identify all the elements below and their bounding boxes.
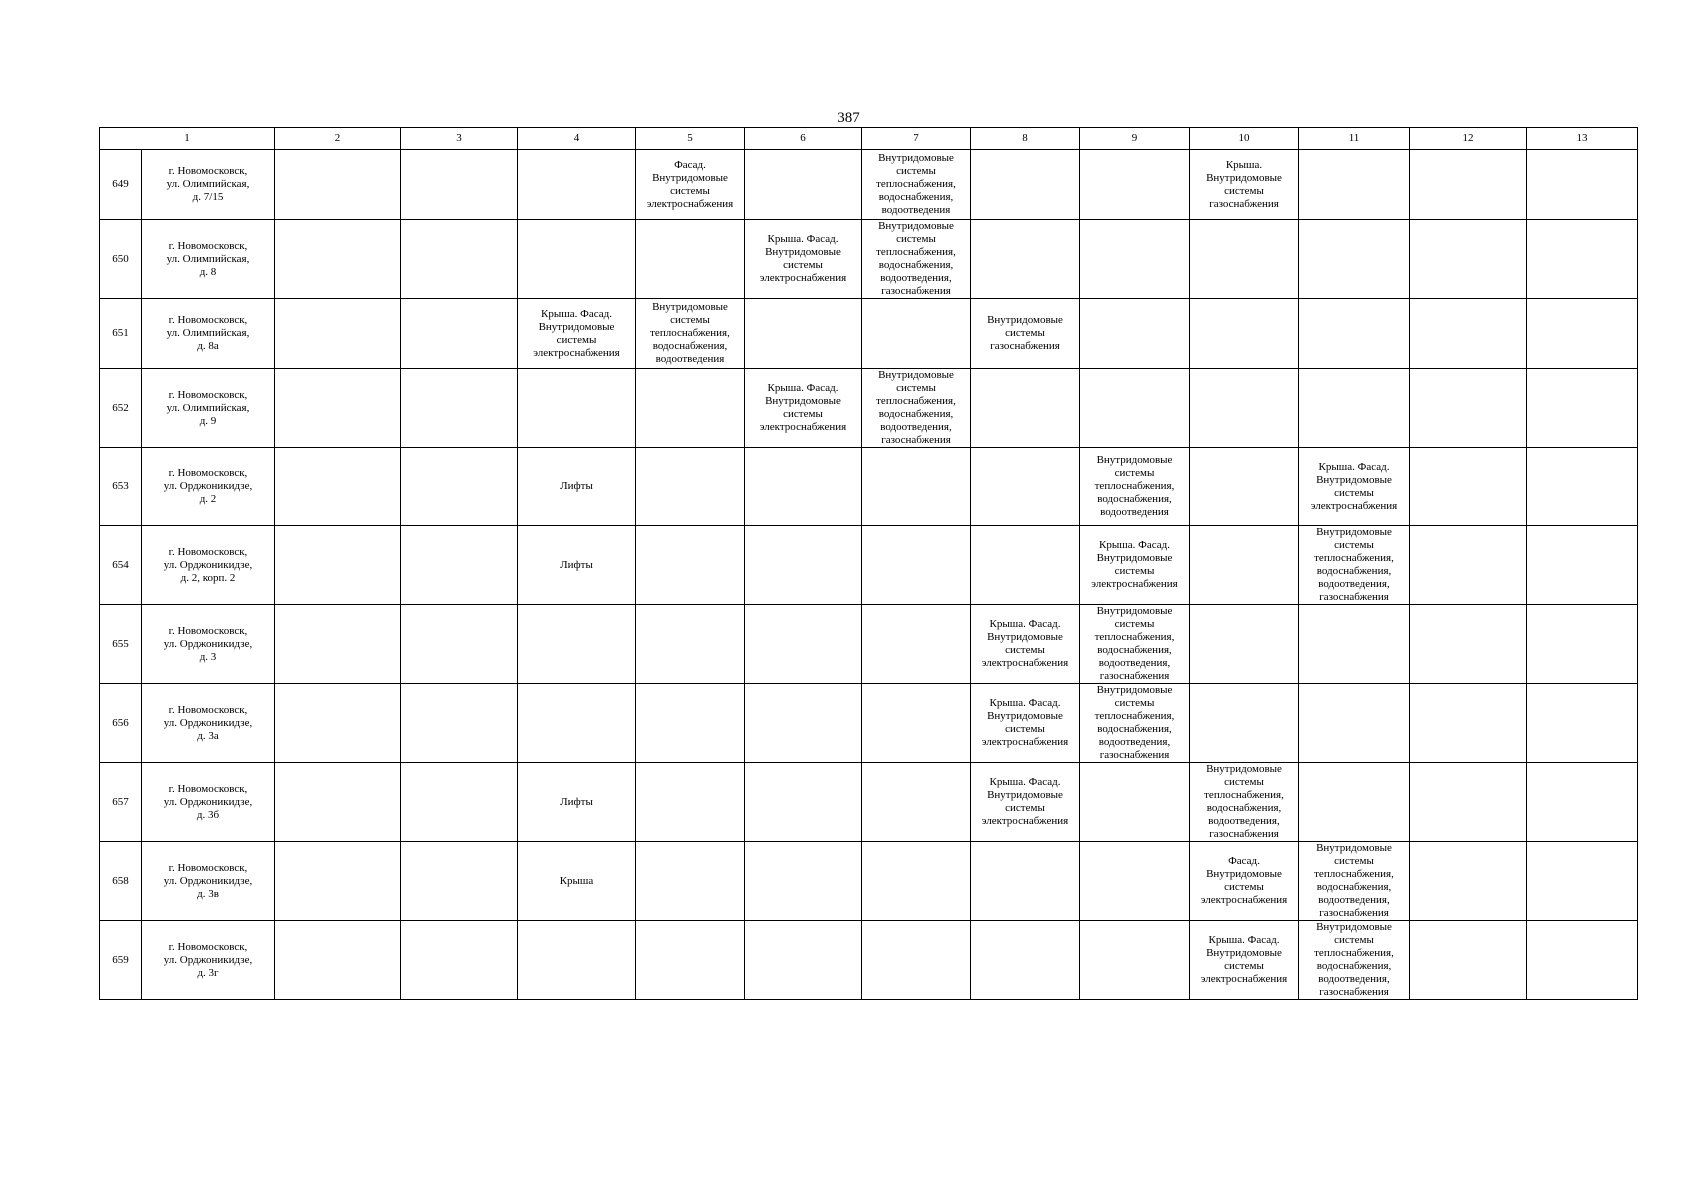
header-cell: 3 xyxy=(401,128,518,150)
work-cell xyxy=(1410,220,1527,299)
header-cell: 1 xyxy=(100,128,275,150)
repair-schedule-table xyxy=(99,127,1638,1000)
work-cell xyxy=(862,605,971,684)
work-cell xyxy=(971,150,1080,220)
row-number-cell: 656 xyxy=(100,684,142,763)
work-cell xyxy=(1527,605,1638,684)
header-row xyxy=(100,128,1638,150)
work-cell: Лифты xyxy=(518,763,636,842)
row-number-cell: 657 xyxy=(100,763,142,842)
work-cell xyxy=(636,921,745,1000)
work-cell xyxy=(1190,369,1299,448)
work-cell xyxy=(971,921,1080,1000)
work-cell xyxy=(745,150,862,220)
header-cell: 8 xyxy=(971,128,1080,150)
work-cell xyxy=(862,921,971,1000)
work-cell xyxy=(1190,299,1299,369)
work-cell xyxy=(745,763,862,842)
work-cell xyxy=(1080,150,1190,220)
work-cell xyxy=(636,220,745,299)
row-number-cell: 659 xyxy=(100,921,142,1000)
row-number-cell: 653 xyxy=(100,448,142,526)
address-cell: г. Новомосковск, ул. Олимпийская, д. 7/15 xyxy=(142,150,275,220)
work-cell xyxy=(636,684,745,763)
table-row xyxy=(100,299,1638,369)
work-cell xyxy=(518,921,636,1000)
work-cell: Внутридомовые системы теплоснабжения, водоснабжения, водоотведения xyxy=(636,299,745,369)
work-cell xyxy=(971,448,1080,526)
work-cell xyxy=(1410,842,1527,921)
work-cell xyxy=(1527,150,1638,220)
table-row xyxy=(100,369,1638,448)
work-cell: Крыша. Внутридомовые системы газоснабжения xyxy=(1190,150,1299,220)
table-row xyxy=(100,605,1638,684)
work-cell: Внутридомовые системы теплоснабжения, водоснабжения, водоотведения, газоснабжения xyxy=(862,369,971,448)
work-cell xyxy=(1080,921,1190,1000)
header-cell: 9 xyxy=(1080,128,1190,150)
row-number-cell: 652 xyxy=(100,369,142,448)
table-row xyxy=(100,921,1638,1000)
work-cell xyxy=(275,369,401,448)
table-row xyxy=(100,448,1638,526)
work-cell xyxy=(401,763,518,842)
address-cell: г. Новомосковск, ул. Олимпийская, д. 8 xyxy=(142,220,275,299)
work-cell xyxy=(745,921,862,1000)
work-cell xyxy=(1527,220,1638,299)
work-cell xyxy=(745,605,862,684)
work-cell: Внутридомовые системы теплоснабжения, водоснабжения, водоотведения, газоснабжения xyxy=(1299,842,1410,921)
work-cell: Внутридомовые системы теплоснабжения, водоснабжения, водоотведения, газоснабжения xyxy=(1299,921,1410,1000)
work-cell xyxy=(401,299,518,369)
work-cell xyxy=(1080,369,1190,448)
work-cell xyxy=(971,842,1080,921)
work-cell xyxy=(1410,763,1527,842)
work-cell xyxy=(1527,684,1638,763)
work-cell xyxy=(1410,526,1527,605)
header-cell: 12 xyxy=(1410,128,1527,150)
work-cell xyxy=(518,150,636,220)
table-row xyxy=(100,150,1638,220)
work-cell xyxy=(1410,605,1527,684)
work-cell xyxy=(275,763,401,842)
row-number-cell: 651 xyxy=(100,299,142,369)
work-cell: Внутридомовые системы теплоснабжения, водоснабжения, водоотведения, газоснабжения xyxy=(1190,763,1299,842)
work-cell xyxy=(1299,684,1410,763)
work-cell: Крыша. Фасад. Внутридомовые системы электроснабжения xyxy=(971,605,1080,684)
work-cell xyxy=(1190,684,1299,763)
work-cell: Крыша. Фасад. Внутридомовые системы электроснабжения xyxy=(1299,448,1410,526)
work-cell: Крыша xyxy=(518,842,636,921)
work-cell xyxy=(1410,299,1527,369)
work-cell xyxy=(1190,448,1299,526)
work-cell xyxy=(1080,220,1190,299)
work-cell xyxy=(401,605,518,684)
work-cell xyxy=(1527,763,1638,842)
work-cell xyxy=(401,150,518,220)
address-cell: г. Новомосковск, ул. Орджоникидзе, д. 3г xyxy=(142,921,275,1000)
work-cell xyxy=(745,842,862,921)
work-cell xyxy=(1299,150,1410,220)
work-cell xyxy=(971,369,1080,448)
work-cell xyxy=(1080,299,1190,369)
work-cell: Внутридомовые системы теплоснабжения, водоснабжения, водоотведения xyxy=(1080,448,1190,526)
address-cell: г. Новомосковск, ул. Орджоникидзе, д. 2, корп. 2 xyxy=(142,526,275,605)
work-cell xyxy=(401,369,518,448)
work-cell: Крыша. Фасад. Внутридомовые системы электроснабжения xyxy=(971,684,1080,763)
table-row xyxy=(100,842,1638,921)
work-cell xyxy=(1299,763,1410,842)
work-cell xyxy=(518,369,636,448)
work-cell: Внутридомовые системы теплоснабжения, водоснабжения, водоотведения, газоснабжения xyxy=(1080,605,1190,684)
work-cell: Крыша. Фасад. Внутридомовые системы электроснабжения xyxy=(1080,526,1190,605)
work-cell xyxy=(401,526,518,605)
work-cell xyxy=(275,921,401,1000)
row-number-cell: 655 xyxy=(100,605,142,684)
header-cell: 10 xyxy=(1190,128,1299,150)
work-cell xyxy=(1299,220,1410,299)
work-cell xyxy=(745,448,862,526)
work-cell: Внутридомовые системы теплоснабжения, водоснабжения, водоотведения, газоснабжения xyxy=(1299,526,1410,605)
work-cell: Крыша. Фасад. Внутридомовые системы электроснабжения xyxy=(745,369,862,448)
work-cell xyxy=(275,684,401,763)
table-row xyxy=(100,220,1638,299)
work-cell xyxy=(1410,448,1527,526)
work-cell: Фасад. Внутридомовые системы электроснабжения xyxy=(636,150,745,220)
work-cell xyxy=(401,921,518,1000)
work-cell xyxy=(636,605,745,684)
work-cell xyxy=(636,526,745,605)
work-cell xyxy=(1299,299,1410,369)
header-cell: 11 xyxy=(1299,128,1410,150)
table-row xyxy=(100,526,1638,605)
address-cell: г. Новомосковск, ул. Орджоникидзе, д. 3в xyxy=(142,842,275,921)
work-cell xyxy=(1299,605,1410,684)
work-cell xyxy=(1410,369,1527,448)
work-cell xyxy=(1410,150,1527,220)
work-cell xyxy=(275,220,401,299)
table-row xyxy=(100,763,1638,842)
table-row xyxy=(100,684,1638,763)
address-cell: г. Новомосковск, ул. Олимпийская, д. 8а xyxy=(142,299,275,369)
row-number-cell: 649 xyxy=(100,150,142,220)
work-cell xyxy=(1299,369,1410,448)
row-number-cell: 658 xyxy=(100,842,142,921)
work-cell xyxy=(401,448,518,526)
work-cell: Фасад. Внутридомовые системы электроснабжения xyxy=(1190,842,1299,921)
work-cell: Крыша. Фасад. Внутридомовые системы электроснабжения xyxy=(518,299,636,369)
work-cell xyxy=(636,448,745,526)
address-cell: г. Новомосковск, ул. Олимпийская, д. 9 xyxy=(142,369,275,448)
header-cell: 13 xyxy=(1527,128,1638,150)
work-cell xyxy=(862,526,971,605)
work-cell xyxy=(1527,921,1638,1000)
work-cell xyxy=(518,605,636,684)
address-cell: г. Новомосковск, ул. Орджоникидзе, д. 3 xyxy=(142,605,275,684)
work-cell xyxy=(275,299,401,369)
work-cell xyxy=(745,299,862,369)
work-cell: Внутридомовые системы теплоснабжения, водоснабжения, водоотведения xyxy=(862,150,971,220)
work-cell xyxy=(401,220,518,299)
work-cell: Крыша. Фасад. Внутридомовые системы электроснабжения xyxy=(1190,921,1299,1000)
work-cell xyxy=(275,605,401,684)
work-cell xyxy=(1190,526,1299,605)
header-cell: 7 xyxy=(862,128,971,150)
header-cell: 4 xyxy=(518,128,636,150)
header-cell: 2 xyxy=(275,128,401,150)
header-cell: 6 xyxy=(745,128,862,150)
work-cell xyxy=(745,526,862,605)
work-cell xyxy=(1190,605,1299,684)
header-cell: 5 xyxy=(636,128,745,150)
page-number: 387 xyxy=(837,110,860,126)
address-cell: г. Новомосковск, ул. Орджоникидзе, д. 3б xyxy=(142,763,275,842)
work-cell xyxy=(745,684,862,763)
work-cell: Внутридомовые системы теплоснабжения, водоснабжения, водоотведения, газоснабжения xyxy=(1080,684,1190,763)
work-cell: Крыша. Фасад. Внутридомовые системы электроснабжения xyxy=(971,763,1080,842)
work-cell xyxy=(971,526,1080,605)
work-cell: Лифты xyxy=(518,526,636,605)
work-cell xyxy=(275,842,401,921)
work-cell xyxy=(1527,842,1638,921)
work-cell: Внутридомовые системы теплоснабжения, водоснабжения, водоотведения, газоснабжения xyxy=(862,220,971,299)
work-cell xyxy=(636,842,745,921)
work-cell xyxy=(862,448,971,526)
address-cell: г. Новомосковск, ул. Орджоникидзе, д. 3а xyxy=(142,684,275,763)
work-cell xyxy=(275,150,401,220)
work-cell xyxy=(1410,684,1527,763)
work-cell xyxy=(275,448,401,526)
work-cell xyxy=(518,684,636,763)
work-cell xyxy=(862,299,971,369)
work-cell xyxy=(636,763,745,842)
work-cell xyxy=(1527,299,1638,369)
work-cell: Крыша. Фасад. Внутридомовые системы электроснабжения xyxy=(745,220,862,299)
work-cell xyxy=(401,684,518,763)
work-cell xyxy=(862,763,971,842)
work-cell xyxy=(401,842,518,921)
row-number-cell: 650 xyxy=(100,220,142,299)
work-cell xyxy=(1190,220,1299,299)
address-cell: г. Новомосковск, ул. Орджоникидзе, д. 2 xyxy=(142,448,275,526)
work-cell xyxy=(1527,526,1638,605)
work-cell xyxy=(275,526,401,605)
work-cell xyxy=(862,684,971,763)
work-cell: Внутридомовые системы газоснабжения xyxy=(971,299,1080,369)
work-cell xyxy=(636,369,745,448)
work-cell xyxy=(1527,448,1638,526)
work-cell xyxy=(1527,369,1638,448)
work-cell xyxy=(971,220,1080,299)
work-cell xyxy=(518,220,636,299)
work-cell xyxy=(1410,921,1527,1000)
work-cell: Лифты xyxy=(518,448,636,526)
work-cell xyxy=(1080,842,1190,921)
row-number-cell: 654 xyxy=(100,526,142,605)
work-cell xyxy=(862,842,971,921)
work-cell xyxy=(1080,763,1190,842)
